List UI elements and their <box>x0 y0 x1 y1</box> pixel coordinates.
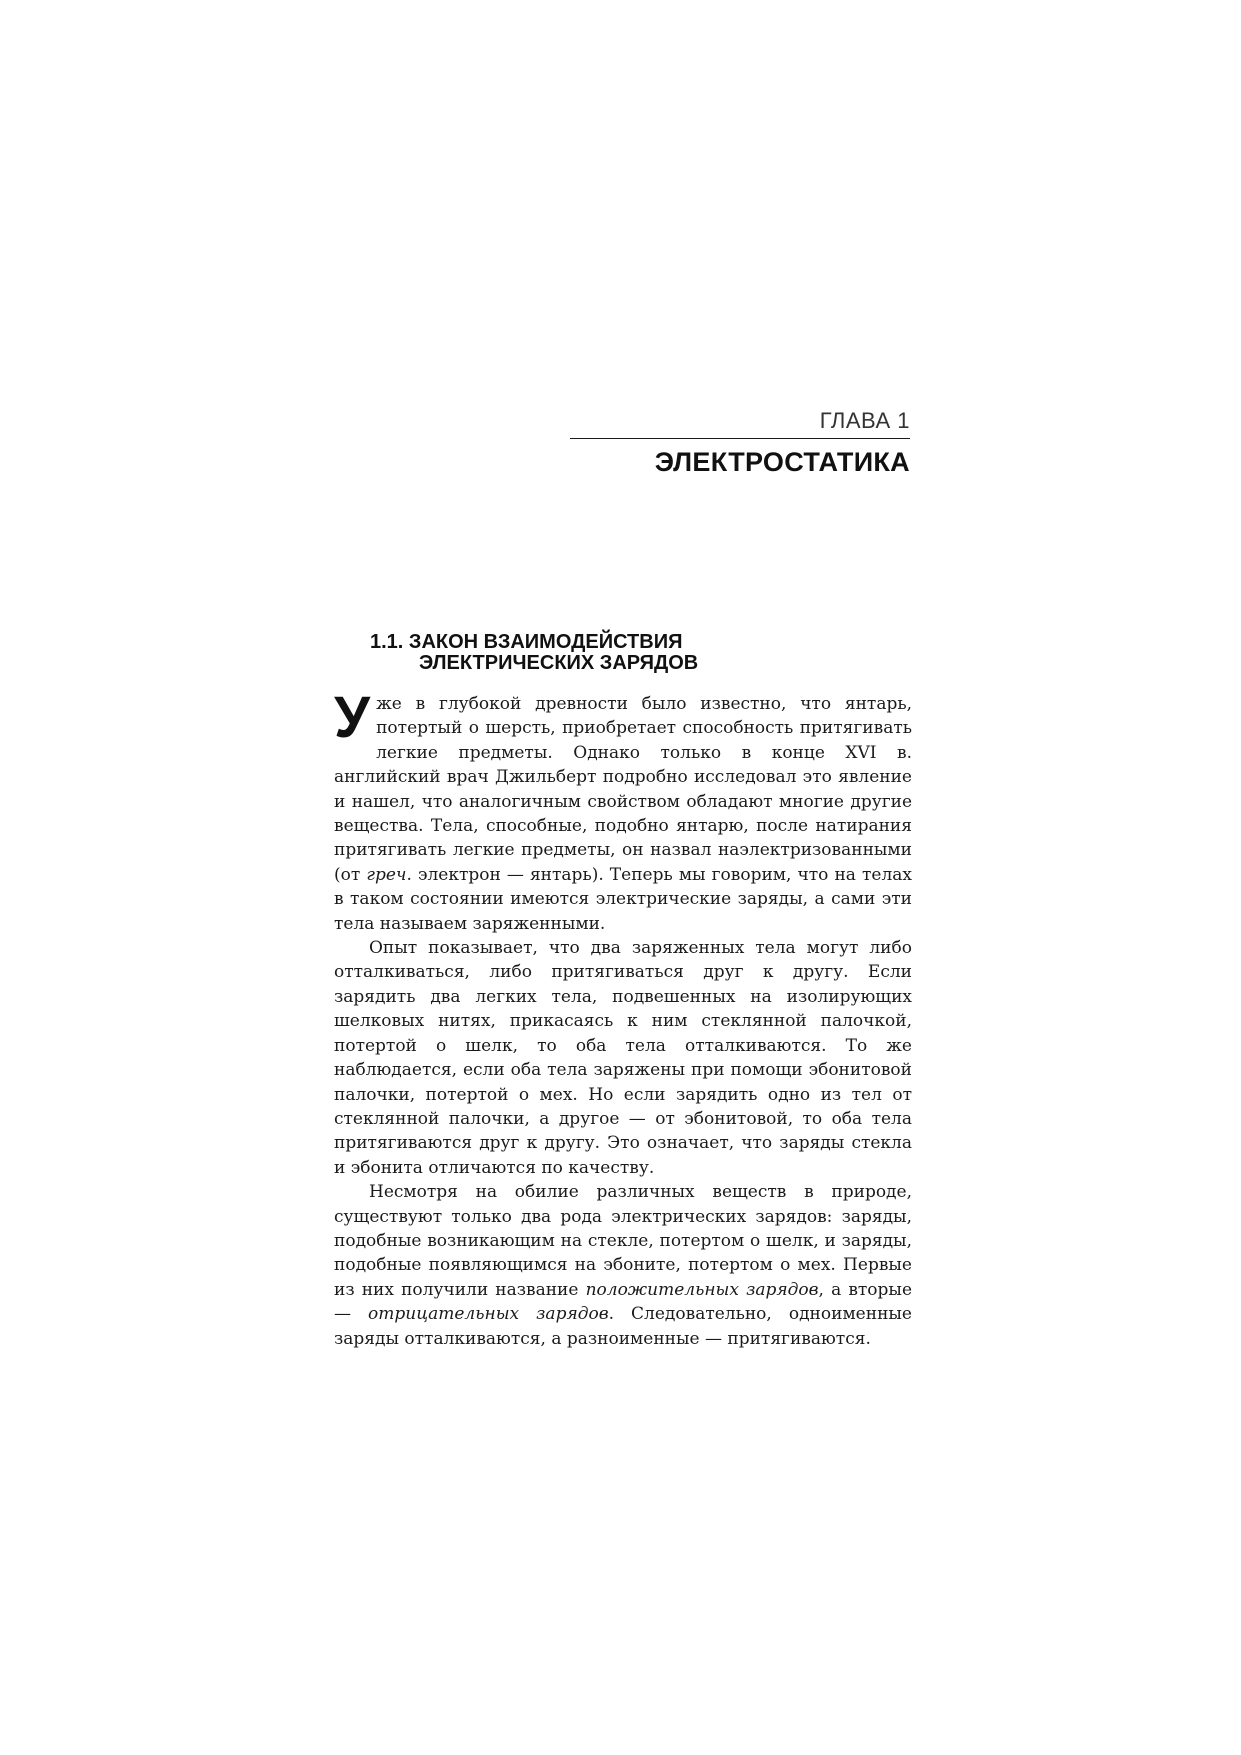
paragraph-3 <box>334 1180 912 1351</box>
paragraph-3-text-a: Несмотря на обилие различных веществ в природе, существуют только два рода электрических зарядов: заряды, подобные возникающим на стекле, потертом о шелк, и заряды, подобные появляющимся на эбоните, потертом о мех. Первые из них получили название <box>334 1182 912 1300</box>
paragraph-1 <box>334 685 912 936</box>
chapter-header <box>570 408 910 479</box>
paragraph-1-text-b: . электрон — янтарь). Теперь мы говорим, что на телах в таком состоянии имеются электрические заряды, а сами эти тела называем заряженными. <box>334 864 912 934</box>
paragraph-2-text: Опыт показывает, что два заряженных тела могут либо отталкиваться, либо притягиваться друг к другу. Если зарядить два легких тела, подвешенных на изолирующих шелковых нитях, прикасаясь к ним стеклянной палочкой, потертой о шелк, то оба тела отталкиваются. То же наблюдается, если оба тела заряжены при помощи эбонитовой палочки, потертой о мех. Но если зарядить одно из тел от стеклянной палочки, а другое — от эбонитовой, то оба тела притягиваются друг к другу. Это означает, что заряды стекла и эбонита отличаются по качеству. <box>334 938 912 1178</box>
section-heading <box>370 632 915 674</box>
paragraph-1-italic-a: греч <box>366 864 407 885</box>
paragraph-3-text-b: , а вторые — <box>334 1279 913 1325</box>
body-text <box>334 685 913 1351</box>
paragraph-2 <box>334 936 912 1180</box>
paragraph-3-italic-b: отрицательных зарядов <box>368 1304 609 1325</box>
chapter-number: ГЛАВА 1 <box>570 408 910 439</box>
chapter-title: ЭЛЕКТРОСТАТИКА <box>654 447 910 477</box>
paragraph-3-text-c: . Следовательно, одноименные заряды отталкиваются, а разноименные — притягиваются. <box>334 1304 912 1349</box>
section-heading-line1: 1.1. ЗАКОН ВЗАИМОДЕЙСТВИЯ <box>370 631 683 653</box>
section-heading-line2: ЭЛЕКТРИЧЕСКИХ ЗАРЯДОВ <box>419 652 699 674</box>
paragraph-3-italic-a: положительных зарядов <box>585 1279 819 1300</box>
paragraph-1-text-a: же в глубокой древности было известно, что янтарь, потертый о шерсть, приобретает способность притягивать легкие предметы. Однако только в конце XVI в. английский врач Джильберт подробно исследовал это явление и нашел, что аналогичным свойством обладают многие другие вещества. Тела, способные, подобно янтарю, после натирания притягивать легкие предметы, он назвал наэлектризованными (от <box>334 694 912 885</box>
drop-cap: У <box>334 685 371 750</box>
